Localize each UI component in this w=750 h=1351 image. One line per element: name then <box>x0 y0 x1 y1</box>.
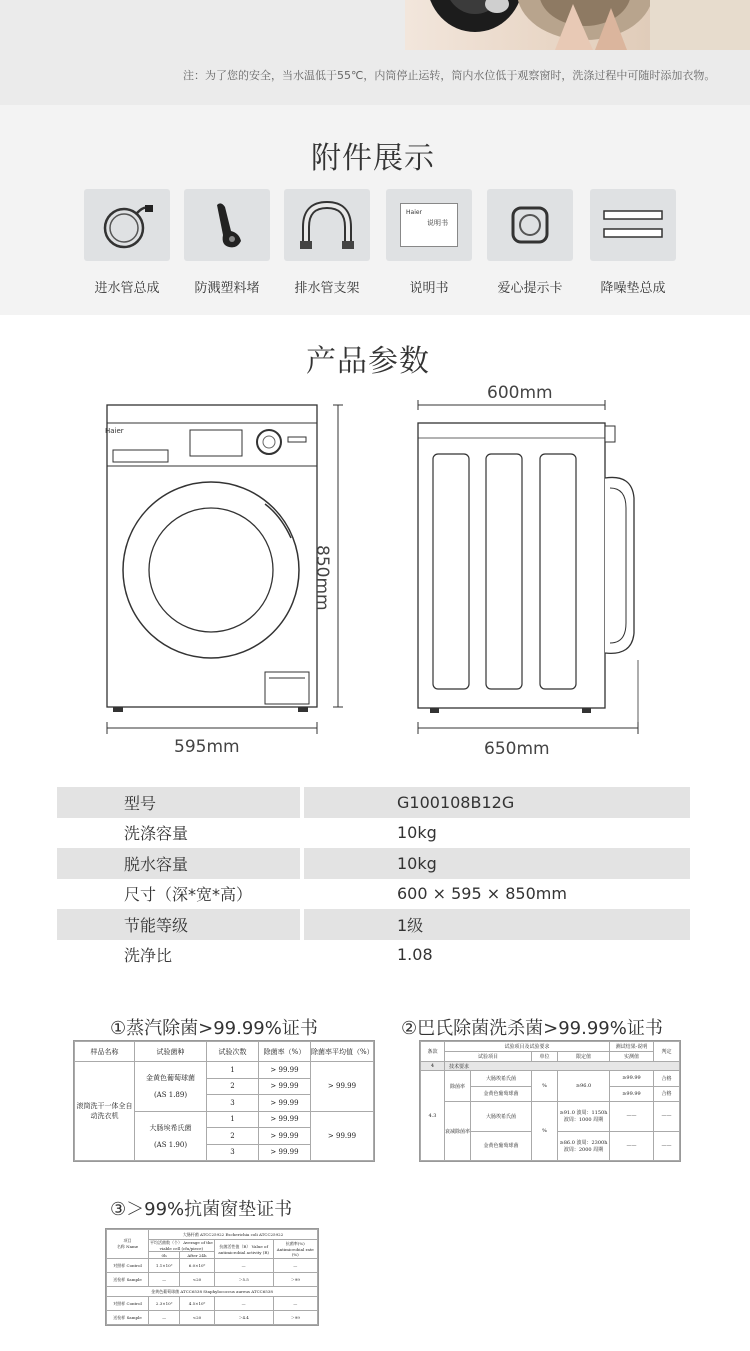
c1-rate: > 99.99 <box>259 1095 311 1112</box>
c2-clause: 4.3 <box>421 1071 445 1161</box>
c2-row4-label: 技术要求 <box>445 1062 680 1071</box>
accessory-item <box>590 189 676 296</box>
manual-cover-text: 说明书 <box>427 219 448 227</box>
c1-strain: 大肠埃希氏菌 <box>149 1123 192 1132</box>
spec-label: 洗涤容量 <box>124 824 189 844</box>
c1-trial: 1 <box>207 1111 259 1128</box>
c1-sample: 滚筒洗干一体全自动洗衣机 <box>75 1062 135 1161</box>
c3-cell: <20 <box>180 1311 215 1325</box>
cert2-table <box>419 1040 681 1162</box>
c1-trial: 1 <box>207 1062 259 1079</box>
accessory-label: 排水管支架 <box>294 281 360 296</box>
c2-verdict: —— <box>654 1102 680 1131</box>
c3-cell: 6.0×10⁶ <box>180 1259 215 1273</box>
params-title: 产品参数 <box>306 344 430 379</box>
accessory-item <box>84 189 170 296</box>
spec-value: 1级 <box>304 909 690 940</box>
cert1-table <box>73 1040 375 1162</box>
cert3-table <box>105 1228 319 1326</box>
c1-rate: > 99.99 <box>259 1062 311 1079</box>
c2-header: 试验项目及试验要求 <box>445 1042 610 1052</box>
c2-verdict: —— <box>654 1131 680 1160</box>
banner-photo <box>405 0 750 50</box>
c2-measured: ≥99.99 <box>610 1086 654 1102</box>
c1-trial: 2 <box>207 1128 259 1145</box>
spec-row <box>57 818 690 849</box>
c3-cell: <20 <box>180 1273 215 1287</box>
c2-unit: % <box>532 1071 558 1102</box>
c1-avg: > 99.99 <box>311 1111 374 1161</box>
c3-cell: 1.1×10⁵ <box>149 1259 180 1273</box>
c2-sub: 实测值 <box>610 1052 654 1062</box>
c3-cell: — <box>273 1297 317 1311</box>
accessories-title: 附件展示 <box>311 141 435 176</box>
pad-icon <box>598 205 668 245</box>
c2-strain: 金黄色葡萄球菌 <box>471 1131 532 1160</box>
c2-strain: 大肠埃希氏菌 <box>471 1102 532 1131</box>
c3-h-item: 项目 <box>123 1238 132 1243</box>
c3-h-name: 名称 Name <box>116 1244 139 1249</box>
c2-verdict: 合格 <box>654 1071 680 1087</box>
c3-cell: ＞5.5 <box>214 1273 273 1287</box>
width-dimension: 595mm <box>174 737 240 757</box>
c3-cell: — <box>149 1311 180 1325</box>
manual-brand: Haier <box>406 209 423 216</box>
c1-avg: > 99.99 <box>311 1062 374 1112</box>
c1-header: 除菌率（%） <box>259 1042 311 1062</box>
spec-label: 节能等级 <box>57 909 300 940</box>
spec-label: 脱水容量 <box>57 848 300 879</box>
c3-strain2: 金黄色葡萄球菌 ATCC6538 Staphylococcus aureus ATCC6538 <box>107 1287 318 1297</box>
c2-measured: —— <box>610 1131 654 1160</box>
c2-group: 除菌率 <box>445 1071 471 1102</box>
c2-strain: 大肠埃希氏菌 <box>471 1071 532 1087</box>
spec-value: 1.08 <box>397 945 433 965</box>
washer-side-diagram <box>400 398 650 738</box>
c1-code: (AS 1.89) <box>153 1091 188 1100</box>
spec-table <box>57 787 690 970</box>
c1-trial: 2 <box>207 1078 259 1095</box>
c2-sub: 试验项目 <box>445 1052 532 1062</box>
spec-label: 型号 <box>57 787 300 818</box>
c2-measured: ≥99.99 <box>610 1071 654 1087</box>
c2-strain: 金黄色葡萄球菌 <box>471 1086 532 1102</box>
c1-rate: > 99.99 <box>259 1144 311 1161</box>
c3-cell: 送检样 Sample <box>107 1311 149 1325</box>
c2-verdict: 合格 <box>654 1086 680 1102</box>
c3-col: 平均活菌数（个） Average of the viable cell (cfu/piece) <box>149 1240 213 1251</box>
depth-dimension: 600mm <box>487 383 553 403</box>
spec-label: 尺寸（深*宽*高） <box>124 885 253 905</box>
c3-cell: 对照样 Control <box>107 1297 149 1311</box>
c1-header: 样品名称 <box>75 1042 135 1062</box>
c2-sub: 单位 <box>532 1052 558 1062</box>
c3-cell: ＞4.4 <box>214 1311 273 1325</box>
c3-cell: 4.5×10⁶ <box>180 1297 215 1311</box>
c3-cell: — <box>214 1259 273 1273</box>
spec-row <box>57 848 690 879</box>
c2-limit: ≥86.0 波周：2300h 波周：2000 周期 <box>558 1131 610 1160</box>
brand-label: Haier <box>105 427 124 435</box>
c3-cell: ＞99 <box>273 1311 317 1325</box>
spec-value: G100108B12G <box>304 787 690 818</box>
depth-with-door-dimension: 650mm <box>484 739 550 759</box>
c3-cell: — <box>273 1259 317 1273</box>
accessory-label: 说明书 <box>409 281 449 296</box>
washer-front-diagram <box>95 398 375 738</box>
accessory-item <box>487 189 573 296</box>
c3-cell: 2.3×10⁵ <box>149 1297 180 1311</box>
c1-rate: > 99.99 <box>259 1128 311 1145</box>
spec-value: 10kg <box>397 823 437 843</box>
spec-value: 600 × 595 × 850mm <box>397 884 567 904</box>
c1-rate: > 99.99 <box>259 1078 311 1095</box>
c1-header: 试验次数 <box>207 1042 259 1062</box>
accessory-label: 进水管总成 <box>94 281 160 296</box>
c2-header: 条款 <box>421 1042 445 1062</box>
spec-label: 洗净比 <box>124 946 173 966</box>
c1-trial: 3 <box>207 1095 259 1112</box>
spec-row <box>57 879 690 910</box>
manual-icon <box>400 203 458 247</box>
spec-row <box>57 787 690 818</box>
c1-strain: 金黄色葡萄球菌 <box>146 1074 195 1083</box>
c2-limit: ≥96.0 <box>558 1071 610 1102</box>
cert2-title: ②巴氏除菌洗杀菌>99.99%证书 <box>401 1018 663 1039</box>
cert1-title: ①蒸汽除菌>99.99%证书 <box>110 1018 318 1039</box>
accessory-item <box>284 189 370 296</box>
c3-cell: 对照样 Control <box>107 1259 149 1273</box>
plug-icon <box>197 195 257 255</box>
c3-cell: — <box>149 1273 180 1287</box>
c2-header: 判定 <box>654 1042 680 1062</box>
c2-group: 衰减除菌率 <box>445 1102 471 1161</box>
accessory-label: 爱心提示卡 <box>497 281 563 296</box>
c3-col: 抗菌活性值（R） Value of antimicrobial activity (R) <box>214 1240 273 1259</box>
accessory-item <box>184 189 270 296</box>
c2-unit: % <box>532 1102 558 1161</box>
accessory-label: 防溅塑料堵 <box>194 281 260 296</box>
top-banner <box>0 0 750 105</box>
c1-code: (AS 1.90) <box>153 1140 188 1149</box>
c3-subcol: 0h <box>149 1252 180 1259</box>
spec-value: 10kg <box>304 848 690 879</box>
c2-measured: —— <box>610 1102 654 1131</box>
c1-header: 试验菌种 <box>135 1042 207 1062</box>
spec-row <box>57 940 690 971</box>
c3-col: 抗菌率(%) Antimicrobial rate (%) <box>273 1240 317 1259</box>
accessories-section <box>0 105 750 315</box>
height-dimension: 850mm <box>312 545 332 611</box>
spec-row <box>57 909 690 940</box>
c3-subcol: After 24h <box>180 1252 215 1259</box>
c3-strain1: 大肠杆菌 ATCC25922 Escherichia coli ATCC25922 <box>149 1230 318 1240</box>
c3-cell: — <box>214 1297 273 1311</box>
hose-icon <box>97 197 157 253</box>
c2-limit: ≥91.0 波周：1150h 波周：1000 周期 <box>558 1102 610 1131</box>
c2-sub: 限定值 <box>558 1052 610 1062</box>
c1-trial: 3 <box>207 1144 259 1161</box>
cert3-title: ③＞99%抗菌窗垫证书 <box>110 1199 293 1220</box>
card-icon <box>505 200 555 250</box>
bracket-icon <box>294 197 360 253</box>
accessory-item <box>386 189 472 296</box>
c3-cell: ＞99 <box>273 1273 317 1287</box>
c1-header: 除菌率平均值（%） <box>311 1042 374 1062</box>
c2-header: 测试结果-说明 <box>610 1042 654 1052</box>
safety-notice: 注：为了您的安全，当水温低于55℃，内筒停止运转，筒内水位低于观察窗时，洗涤过程中可随时添加衣物。 <box>183 69 716 82</box>
c2-row4-num: 4 <box>421 1062 445 1071</box>
accessory-label: 降噪垫总成 <box>600 281 666 296</box>
c1-rate: > 99.99 <box>259 1111 311 1128</box>
c3-cell: 送检样 Sample <box>107 1273 149 1287</box>
